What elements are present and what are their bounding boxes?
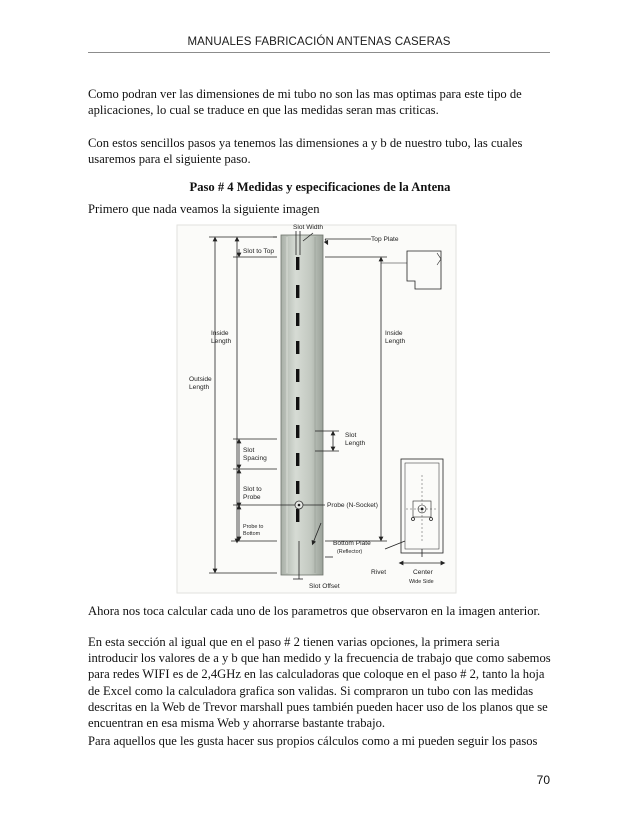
label-outside-2: Length (189, 384, 210, 391)
section-heading: Paso # 4 Medidas y especificaciones de la Antena (189, 180, 451, 194)
label-reflector: (Reflector) (337, 549, 363, 555)
label-probe-to-bottom-1: Probe to (243, 524, 264, 530)
label-slot-to-probe-2: Probe (243, 494, 261, 501)
page-number: 70 (536, 773, 550, 787)
paragraph-3: Ahora nos toca calcular cada uno de los parametros que observaron en la imagen anterior. (88, 604, 541, 618)
label-slot-to-top: Slot to Top (243, 248, 275, 255)
label-slot-length-2: Length (345, 440, 366, 447)
antenna-diagram (175, 223, 458, 595)
paragraph-1: Como podran ver las dimensiones de mi tubo no son las mas optimas para este tipo de aplicaciones, lo cual se traduce en que las medidas seran mas criticas. (88, 87, 522, 118)
label-slot-spacing-2: Spacing (243, 455, 267, 462)
label-bottom-plate: Bottom Plate (333, 540, 371, 547)
label-outside-1: Outside (189, 376, 212, 383)
label-center: Center (413, 569, 433, 576)
label-slot-offset: Slot Offset (309, 583, 340, 590)
label-probe-to-bottom-2: Bottom (243, 531, 261, 537)
label-top-plate: Top Plate (371, 236, 399, 243)
label-slot-width: Slot Width (293, 224, 324, 231)
label-slot-length-1: Slot (345, 432, 357, 439)
label-slot-to-probe-1: Slot to (243, 486, 262, 493)
label-inside-right-1: Inside (385, 330, 403, 337)
tube (281, 235, 323, 575)
label-slot-spacing-1: Slot (243, 447, 255, 454)
paragraph-4: En esta sección al igual que en el paso # 2 tienen varias opciones, la primera seria introducir los valores de a y b que han medido y la frecuencia de trabajo que como sabemos para redes WIFI es de 2,4GHz en las calculadoras que coloque en el paso # 2, tanto la hoja de Excel como la calculadora grafica son validas. Si compraron un tubo con las medidas descritas en la Web de Trevor marshall pues también pueden hacer uso de los planos que se encuentran en esa misma Web y ahorrarse bastante trabajo. (88, 635, 551, 731)
label-probe: Probe (N-Socket) (327, 502, 378, 509)
intro-line: Primero que nada veamos la siguiente imagen (88, 202, 320, 216)
label-rivet: Rivet (371, 569, 387, 576)
paragraph-5: Para aquellos que les gusta hacer sus propios cálculos como a mi pueden seguir los pasos (88, 734, 538, 748)
label-inside-left-2: Length (211, 338, 232, 345)
label-inside-right-2: Length (385, 338, 406, 345)
header-rule (88, 52, 550, 53)
label-wide-side: Wide Side (409, 579, 434, 585)
label-inside-left-1: Inside (211, 330, 229, 337)
header-title: MANUALES FABRICACIÓN ANTENAS CASERAS (187, 36, 451, 48)
paragraph-2: Con estos sencillos pasos ya tenemos las dimensiones a y b de nuestro tubo, las cuales usaremos para el siguiente paso. (88, 136, 523, 167)
probe-icon (295, 501, 303, 509)
